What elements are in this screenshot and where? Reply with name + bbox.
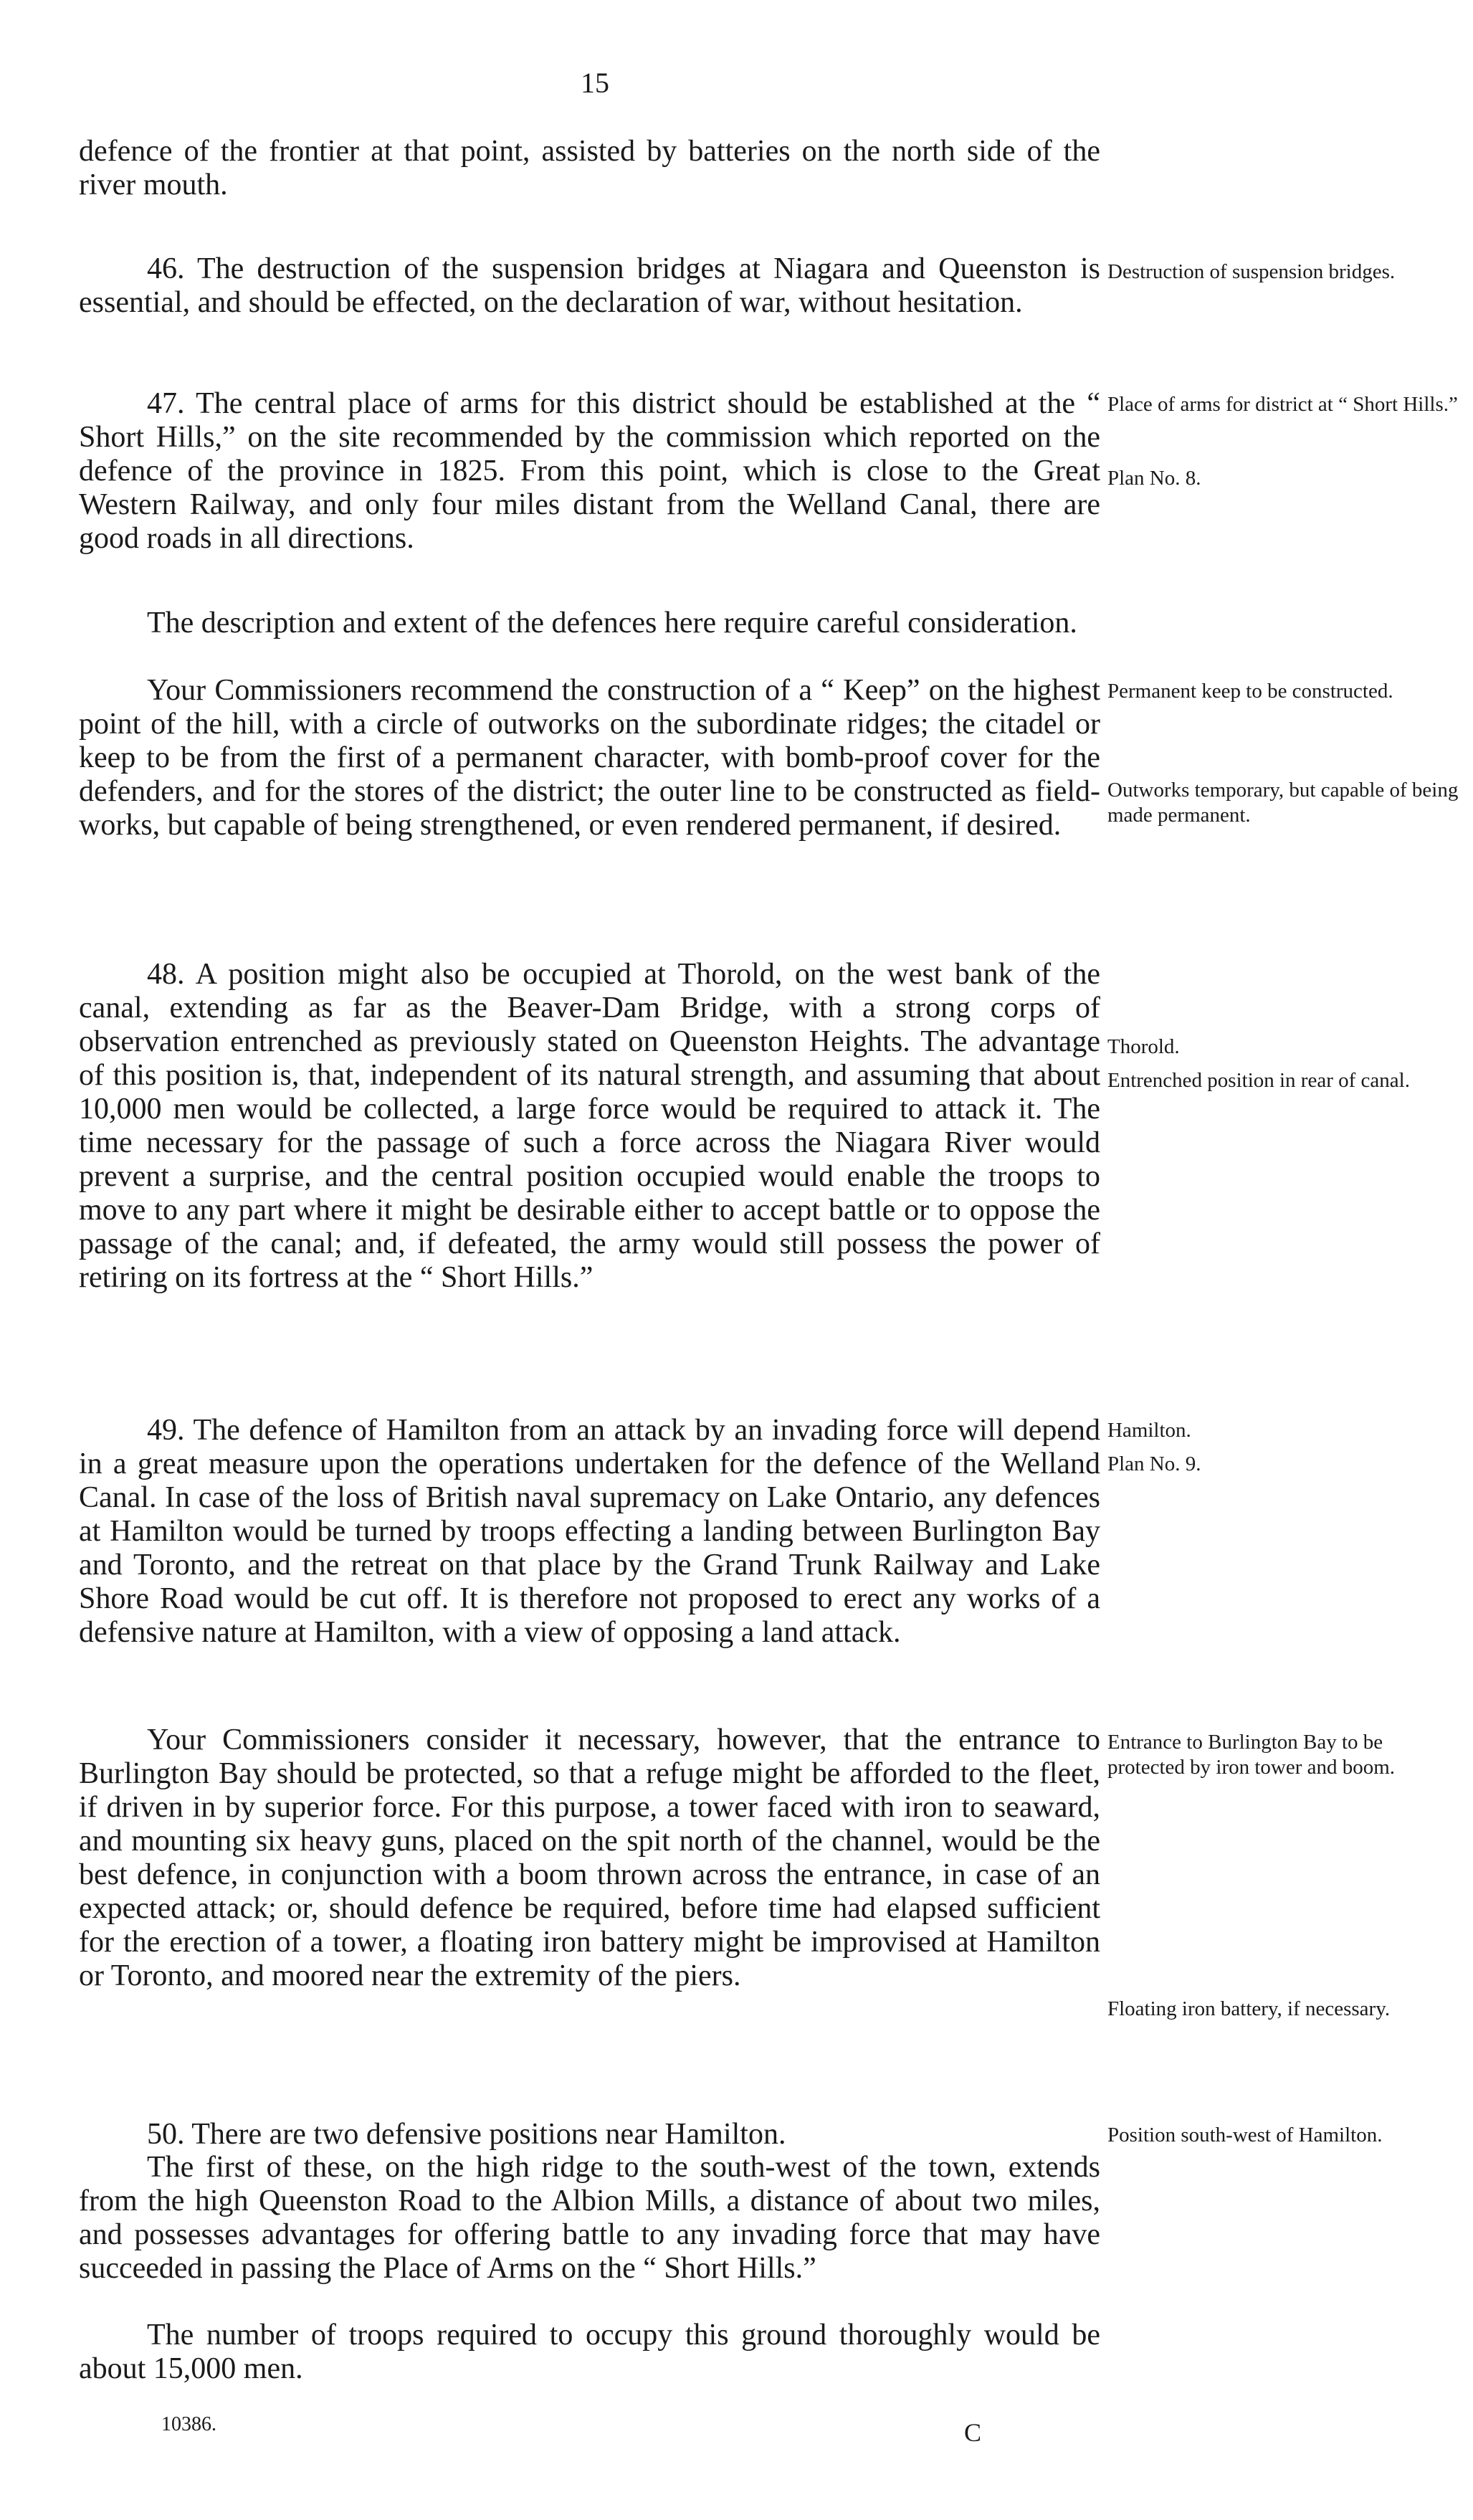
paragraph-47: 47. The central place of arms for this district should be established at the “ Short Hills,” on the site recommended by the commission which reported on the defence of the province in 1825. From this point, which is close to the Great Western Railway, and only four miles distant from the Welland Canal, there are good roads in all directions. [79,387,1100,555]
margin-note-plan-9: Plan No. 9. [1107,1452,1201,1475]
paragraph-47-keep: Your Commissioners recommend the construction of a “ Keep” on the highest point of the hill, with a circle of outworks on the subordinate ridges; the citadel or keep to be from the first of a permanent character, with bomb-proof cover for the defenders, and for the stores of the district; the outer line to be constructed as field-works, but capable of being strengthened, or even rendered permanent, if desired. [79,674,1100,842]
margin-note-position-south-west: Position south-west of Hamilton. [1107,2124,1383,2146]
page-number: 15 [581,67,609,99]
margin-note-outworks: Outworks temporary, but capable of being made permanent. [1107,779,1459,827]
paragraph-49-burlington: Your Commissioners consider it necessary, however, that the entrance to Burlington Bay should be protected, so that a refuge might be afforded to the fleet, if driven in by superior force. For this purpose, a tower faced with iron to seaward, and mounting six heavy guns, placed on the spit north of the channel, would be the best defence, in conjunction with a boom thrown across the entrance, in case of an expected attack; or, should defence be required, before time had elapsed sufficient for the erection of a tower, a floating iron battery might be improvised at Hamilton or Toronto, and moored near the extremity of the piers. [79,1723,1100,1992]
margin-note-floating-battery: Floating iron battery, if necessary. [1107,1997,1391,2020]
paragraph-50: 50. There are two defensive positions near Hamilton. [147,2118,786,2151]
margin-note-thorold: Thorold. [1107,1035,1180,1058]
margin-note-entrenched-position: Entrenched position in rear of canal. [1107,1069,1410,1092]
margin-note-hamilton: Hamilton. [1107,1419,1191,1442]
margin-note-burlington-entrance: Entrance to Burlington Bay to be protected by iron tower and boom. [1107,1731,1396,1779]
margin-note-permanent-keep: Permanent keep to be constructed. [1107,680,1393,703]
signature-mark: C [964,2418,982,2447]
paragraph-50-first: The first of these, on the high ridge to the south-west of the town, extends from the high Queenston Road to the Albion Mills, a distance of about two miles, and possesses advantages for offering battle to any invading force that may have succeeded in passing the Place of Arms on the “ Short Hills.” [79,2151,1100,2285]
margin-note-place-of-arms: Place of arms for district at “ Short Hills.” [1107,393,1458,416]
paragraph-50-troops: The number of troops required to occupy this ground thoroughly would be about 15,000 men. [79,2319,1100,2385]
paragraph-49: 49. The defence of Hamilton from an attack by an invading force will depend in a great measure upon the operations undertaken for the defence of the Welland Canal. In case of the loss of British naval supremacy on Lake Ontario, any defences at Hamilton would be turned by troops effecting a landing between Burlington Bay and Toronto, and the retreat on that place by the Grand Trunk Railway and Lake Shore Road would be cut off. It is therefore not proposed to erect any works of a defensive nature at Hamilton, with a view of opposing a land attack. [79,1414,1100,1649]
printer-number: 10386. [161,2413,216,2435]
margin-note-suspension-bridges: Destruction of suspension bridges. [1107,260,1396,283]
paragraph-continuation: defence of the frontier at that point, assisted by batteries on the north side of the river mouth. [79,135,1100,201]
margin-note-plan-8: Plan No. 8. [1107,467,1201,490]
paragraph-48: 48. A position might also be occupied at Thorold, on the west bank of the canal, extending as far as the Beaver-Dam Bridge, with a strong corps of observation entrenched as previously stated on Queenston Heights. The advantage of this position is, that, independent of its natural strength, and assuming that about 10,000 men would be collected, a large force would be required to attack it. The time necessary for the passage of such a force across the Niagara River would prevent a surprise, and the central position occupied would enable the troops to move to any part where it might be desirable either to accept battle or to oppose the passage of the canal; and, if defeated, the army would still possess the power of retiring on its fortress at the “ Short Hills.” [79,958,1100,1294]
paragraph-47-description: The description and extent of the defences here require careful consideration. [147,607,1077,639]
paragraph-46: 46. The destruction of the suspension bridges at Niagara and Queenston is essential, and should be effected, on the declaration of war, without hesitation. [79,252,1100,319]
